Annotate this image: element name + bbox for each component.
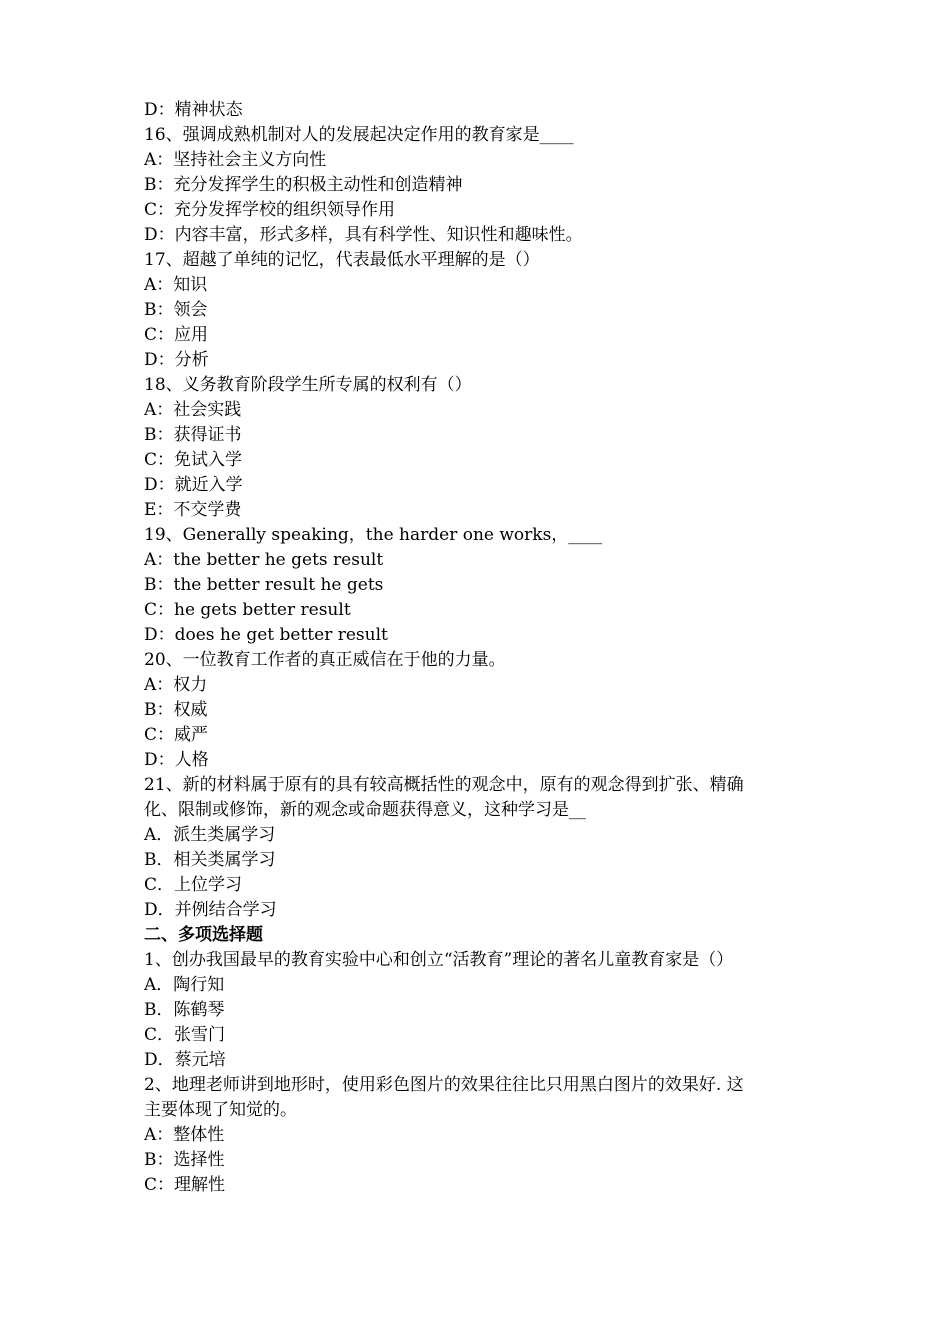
- question-text: 19、Generally speaking，the harder one works，____: [144, 525, 603, 545]
- answer-option: C：应用: [144, 325, 209, 345]
- answer-option: C：充分发挥学校的组织领导作用: [144, 200, 396, 220]
- answer-option: B：the better result he gets: [144, 575, 384, 595]
- answer-option: D：分析: [144, 350, 209, 370]
- section-heading: 二、多项选择题: [144, 925, 263, 945]
- answer-option: A．陶行知: [144, 975, 225, 995]
- question-text: 1、创办我国最早的教育实验中心和创立“活教育”理论的著名儿童教育家是（）: [144, 950, 734, 970]
- question-text: 主要体现了知觉的。: [144, 1100, 297, 1120]
- question-text: 18、义务教育阶段学生所专属的权利有（）: [144, 375, 472, 395]
- answer-option: B：获得证书: [144, 425, 242, 445]
- answer-option: C．上位学习: [144, 875, 243, 895]
- question-text: 21、新的材料属于原有的具有较高概括性的观念中，原有的观念得到扩张、精确: [144, 775, 744, 795]
- answer-option: A．派生类属学习: [144, 825, 276, 845]
- answer-option: A：权力: [144, 675, 208, 695]
- answer-option: E：不交学费: [144, 500, 242, 520]
- answer-option: B：权威: [144, 700, 208, 720]
- question-text: 17、超越了单纯的记忆，代表最低水平理解的是（）: [144, 250, 540, 270]
- answer-option: D：精神状态: [144, 100, 243, 120]
- answer-option: D：人格: [144, 750, 209, 770]
- answer-option: A：整体性: [144, 1125, 225, 1145]
- answer-option: A：知识: [144, 275, 208, 295]
- answer-option: D．蔡元培: [144, 1050, 226, 1070]
- question-text: 16、强调成熟机制对人的发展起决定作用的教育家是____: [144, 125, 574, 145]
- answer-option: B．陈鹤琴: [144, 1000, 225, 1020]
- answer-option: D：does he get better result: [144, 625, 388, 645]
- question-text: 2、地理老师讲到地形时，使用彩色图片的效果往往比只用黑白图片的效果好. 这: [144, 1075, 744, 1095]
- answer-option: C：he gets better result: [144, 600, 351, 620]
- answer-option: B：选择性: [144, 1150, 225, 1170]
- answer-option: D：内容丰富，形式多样，具有科学性、知识性和趣味性。: [144, 225, 583, 245]
- question-text: 20、一位教育工作者的真正威信在于他的力量。: [144, 650, 506, 670]
- answer-option: B．相关类属学习: [144, 850, 276, 870]
- answer-option: B：充分发挥学生的积极主动性和创造精神: [144, 175, 463, 195]
- answer-option: D：就近入学: [144, 475, 243, 495]
- answer-option: D．并例结合学习: [144, 900, 277, 920]
- document-page: [144, 98, 814, 1198]
- answer-option: A：坚持社会主义方向性: [144, 150, 327, 170]
- answer-option: C：理解性: [144, 1175, 226, 1195]
- answer-option: C：免试入学: [144, 450, 243, 470]
- answer-option: A：社会实践: [144, 400, 242, 420]
- question-text: 化、限制或修饰，新的观念或命题获得意义，这种学习是__: [144, 800, 586, 820]
- answer-option: C．张雪门: [144, 1025, 226, 1045]
- answer-option: B：领会: [144, 300, 208, 320]
- answer-option: A：the better he gets result: [144, 550, 384, 570]
- answer-option: C：威严: [144, 725, 209, 745]
